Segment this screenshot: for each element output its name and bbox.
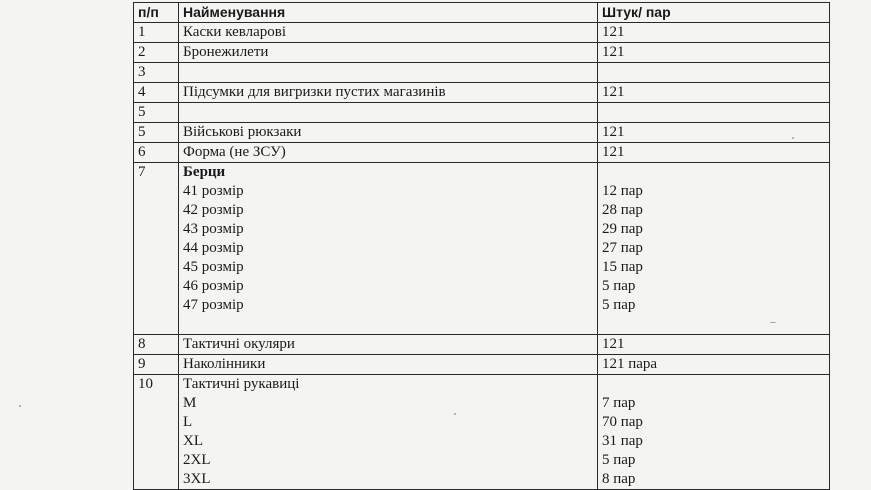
table-row bbox=[134, 335, 830, 355]
size-quantity: 70 пар bbox=[602, 414, 643, 430]
items-table bbox=[133, 2, 830, 490]
header-name: Найменування bbox=[179, 3, 598, 23]
table-header-row bbox=[134, 3, 830, 23]
table-row bbox=[134, 103, 830, 123]
size-label: 44 розмір bbox=[183, 240, 244, 256]
scan-speck bbox=[19, 405, 21, 407]
table-row bbox=[134, 23, 830, 43]
row-number: 5 bbox=[134, 123, 179, 143]
row-quantity: 121 пара bbox=[598, 355, 830, 375]
row-number: 4 bbox=[134, 83, 179, 103]
row-name: Бронежилети bbox=[179, 43, 598, 63]
row-name bbox=[179, 163, 598, 335]
blank-line bbox=[602, 375, 825, 394]
row-number: 5 bbox=[134, 103, 179, 123]
table-row-boots bbox=[134, 163, 830, 335]
size-quantity: 29 пар bbox=[602, 221, 643, 237]
table-row bbox=[134, 43, 830, 63]
blank-line bbox=[602, 163, 825, 182]
size-quantity: 5 пар bbox=[602, 297, 636, 313]
size-label: 46 розмір bbox=[183, 278, 244, 294]
size-label: 43 розмір bbox=[183, 221, 244, 237]
row-number: 10 bbox=[134, 375, 179, 490]
row-quantity: 121 bbox=[598, 335, 830, 355]
row-quantity bbox=[598, 375, 830, 490]
table-row bbox=[134, 63, 830, 83]
row-quantity: 121 bbox=[598, 83, 830, 103]
size-quantity: 27 пар bbox=[602, 240, 643, 256]
row-number: 3 bbox=[134, 63, 179, 83]
row-name bbox=[179, 103, 598, 123]
row-name bbox=[179, 63, 598, 83]
row-quantity: 121 bbox=[598, 123, 830, 143]
table-row bbox=[134, 123, 830, 143]
scan-speck bbox=[770, 322, 776, 323]
header-quantity: Штук/ пар bbox=[598, 3, 830, 23]
row-number: 6 bbox=[134, 143, 179, 163]
scan-speck bbox=[454, 413, 456, 415]
row-name: Наколінники bbox=[179, 355, 598, 375]
size-label: M bbox=[183, 395, 197, 411]
size-label: 2XL bbox=[183, 452, 211, 468]
table-row bbox=[134, 83, 830, 103]
row-number: 7 bbox=[134, 163, 179, 335]
row-number: 1 bbox=[134, 23, 179, 43]
table-row bbox=[134, 143, 830, 163]
size-quantity: 8 пар bbox=[602, 471, 636, 487]
size-label: 45 розмір bbox=[183, 259, 244, 275]
size-quantity: 15 пар bbox=[602, 259, 643, 275]
size-quantity: 5 пар bbox=[602, 452, 636, 468]
row-quantity bbox=[598, 103, 830, 123]
table-row bbox=[134, 355, 830, 375]
size-quantity: 31 пар bbox=[602, 433, 643, 449]
size-label: L bbox=[183, 414, 193, 430]
size-quantity: 5 пар bbox=[602, 278, 636, 294]
header-number: п/п bbox=[134, 3, 179, 23]
row-name: Тактичні окуляри bbox=[179, 335, 598, 355]
gloves-title: Тактичні рукавиці bbox=[183, 376, 300, 392]
row-name bbox=[179, 375, 598, 490]
row-quantity: 121 bbox=[598, 23, 830, 43]
size-quantity: 28 пар bbox=[602, 202, 643, 218]
row-number: 2 bbox=[134, 43, 179, 63]
row-quantity: 121 bbox=[598, 43, 830, 63]
row-quantity bbox=[598, 63, 830, 83]
scan-speck bbox=[792, 137, 794, 139]
blank-line bbox=[183, 315, 593, 334]
row-quantity bbox=[598, 163, 830, 335]
size-label: 47 розмір bbox=[183, 297, 244, 313]
row-name: Каски кевларові bbox=[179, 23, 598, 43]
row-number: 9 bbox=[134, 355, 179, 375]
size-label: 3XL bbox=[183, 471, 211, 487]
size-label: XL bbox=[183, 433, 203, 449]
size-quantity: 7 пар bbox=[602, 395, 636, 411]
boots-title: Берци bbox=[183, 164, 226, 180]
table-row-gloves bbox=[134, 375, 830, 490]
row-number: 8 bbox=[134, 335, 179, 355]
size-label: 42 розмір bbox=[183, 202, 244, 218]
size-quantity: 12 пар bbox=[602, 183, 643, 199]
size-label: 41 розмір bbox=[183, 183, 244, 199]
row-name: Підсумки для вигризки пустих магазинів bbox=[179, 83, 598, 103]
row-quantity: 121 bbox=[598, 143, 830, 163]
row-name: Форма (не ЗСУ) bbox=[179, 143, 598, 163]
row-name: Військові рюкзаки bbox=[179, 123, 598, 143]
